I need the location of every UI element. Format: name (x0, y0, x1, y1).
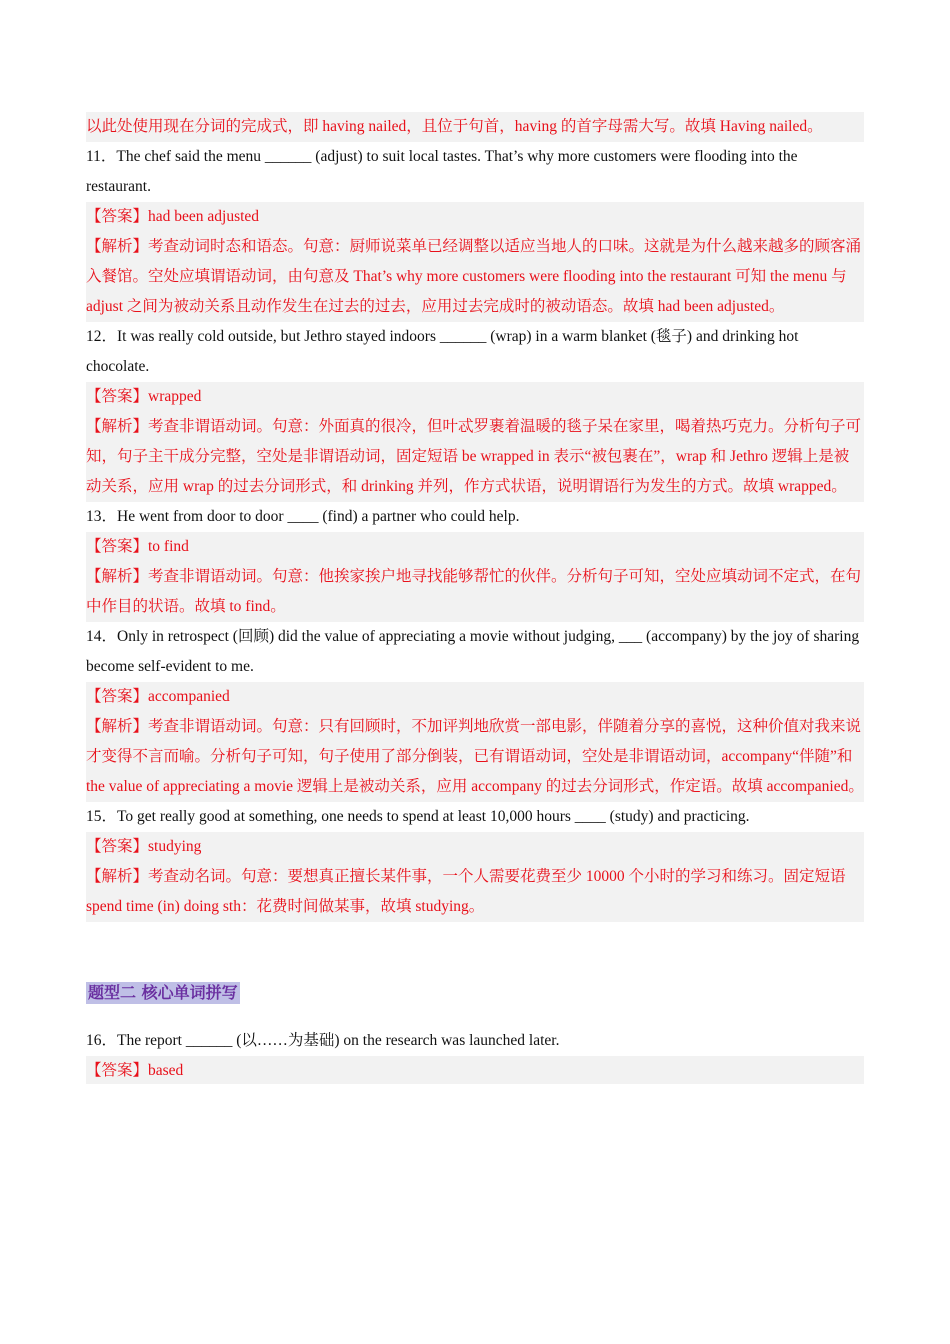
answer-block-16 (86, 1056, 864, 1084)
answer-block-11 (86, 202, 864, 322)
analysis-text: 【解析】考查非谓语动词。句意：他挨家挨户地寻找能够帮忙的伙伴。分析句子可知，空处应填动词不定式，在句中作目的状语。故填 to find。 (86, 568, 862, 615)
question-text: 15．To get really good at something, one needs to spend at least 10,000 hours ____ (study) and practicing. (86, 808, 750, 825)
question-text: 16．The report ______ (以……为基础) on the research was launched later. (86, 1032, 560, 1049)
question-text: 13．He went from door to door ____ (find) a partner who could help. (86, 508, 520, 525)
question-13 (86, 502, 864, 532)
analysis-text: 【解析】考查非谓语动词。句意：只有回顾时，不加评判地欣赏一部电影，伴随着分享的喜悦，这种价值对我来说才变得不言而喻。分析句子可知，句子使用了部分倒装，已有谓语动词，空处是非谓语动词，accompany“伴随”和 the value of appreciating a movie 逻辑上是被动关系，应用 accompany 的过去分词形式，作定语。故填 accompanied。 (86, 718, 864, 795)
answer-text: 【答案】based (86, 1062, 184, 1079)
question-15 (86, 802, 864, 832)
analysis-text: 【解析】考查动名词。句意：要想真正擅长某件事，一个人需要花费至少 10000 个小时的学习和练习。固定短语 spend time (in) doing sth：花费时间做某事，故填 studying。 (86, 868, 846, 915)
carry-over-analysis (86, 112, 864, 142)
question-16 (86, 1026, 864, 1056)
analysis-text: 【解析】考查动词时态和语态。句意：厨师说菜单已经调整以适应当地人的口味。这就是为什么越来越多的顾客涌入餐馆。空处应填谓语动词，由句意及 That’s why more customers were flooding into the restaurant 可知 the menu 与 adjust 之间为被动关系且动作发生在过去的过去，应用过去完成时的被动语态。故填 had been adjusted。 (86, 238, 862, 315)
answer-text: 【答案】studying (86, 838, 202, 855)
analysis-text: 【解析】考查非谓语动词。句意：外面真的很冷，但叶忒罗裹着温暖的毯子呆在家里，喝着热巧克力。分析句子可知，句子主干成分完整，空处是非谓语动词，固定短语 be wrapped in 表示“被包裹在”，wrap 和 Jethro 逻辑上是被动关系，应用 wrap 的过去分词形式，和 drinking 并列，作方式状语，说明谓语行为发生的方式。故填 wrapped。 (86, 418, 862, 495)
answer-text: 【答案】to find (86, 538, 189, 555)
question-text: 12．It was really cold outside, but Jethro stayed indoors ______ (wrap) in a warm blanket (毯子) and drinking hot chocolate. (86, 328, 799, 375)
answer-text: 【答案】wrapped (86, 388, 202, 405)
section-title: 题型二 核心单词拼写 (88, 983, 238, 1002)
answer-block-15 (86, 832, 864, 922)
document-page (86, 112, 864, 1084)
analysis-text: 以此处使用现在分词的完成式，即 having nailed，且位于句首，having 的首字母需大写。故填 Having nailed。 (86, 118, 823, 135)
question-12 (86, 322, 864, 382)
answer-text: 【答案】accompanied (86, 688, 230, 705)
question-11 (86, 142, 864, 202)
question-text: 11．The chef said the menu ______ (adjust) to suit local tastes. That’s why more customers were flooding into the restaurant. (86, 148, 798, 195)
answer-block-14 (86, 682, 864, 802)
question-14 (86, 622, 864, 682)
answer-block-13 (86, 532, 864, 622)
question-text: 14．Only in retrospect (回顾) did the value of appreciating a movie without judging, ___ (accompany) by the joy of sharing become self-evident to me. (86, 628, 860, 675)
section-spacer (86, 922, 864, 974)
answer-text: 【答案】had been adjusted (86, 208, 260, 225)
answer-block-12 (86, 382, 864, 502)
section-heading (86, 974, 864, 1026)
